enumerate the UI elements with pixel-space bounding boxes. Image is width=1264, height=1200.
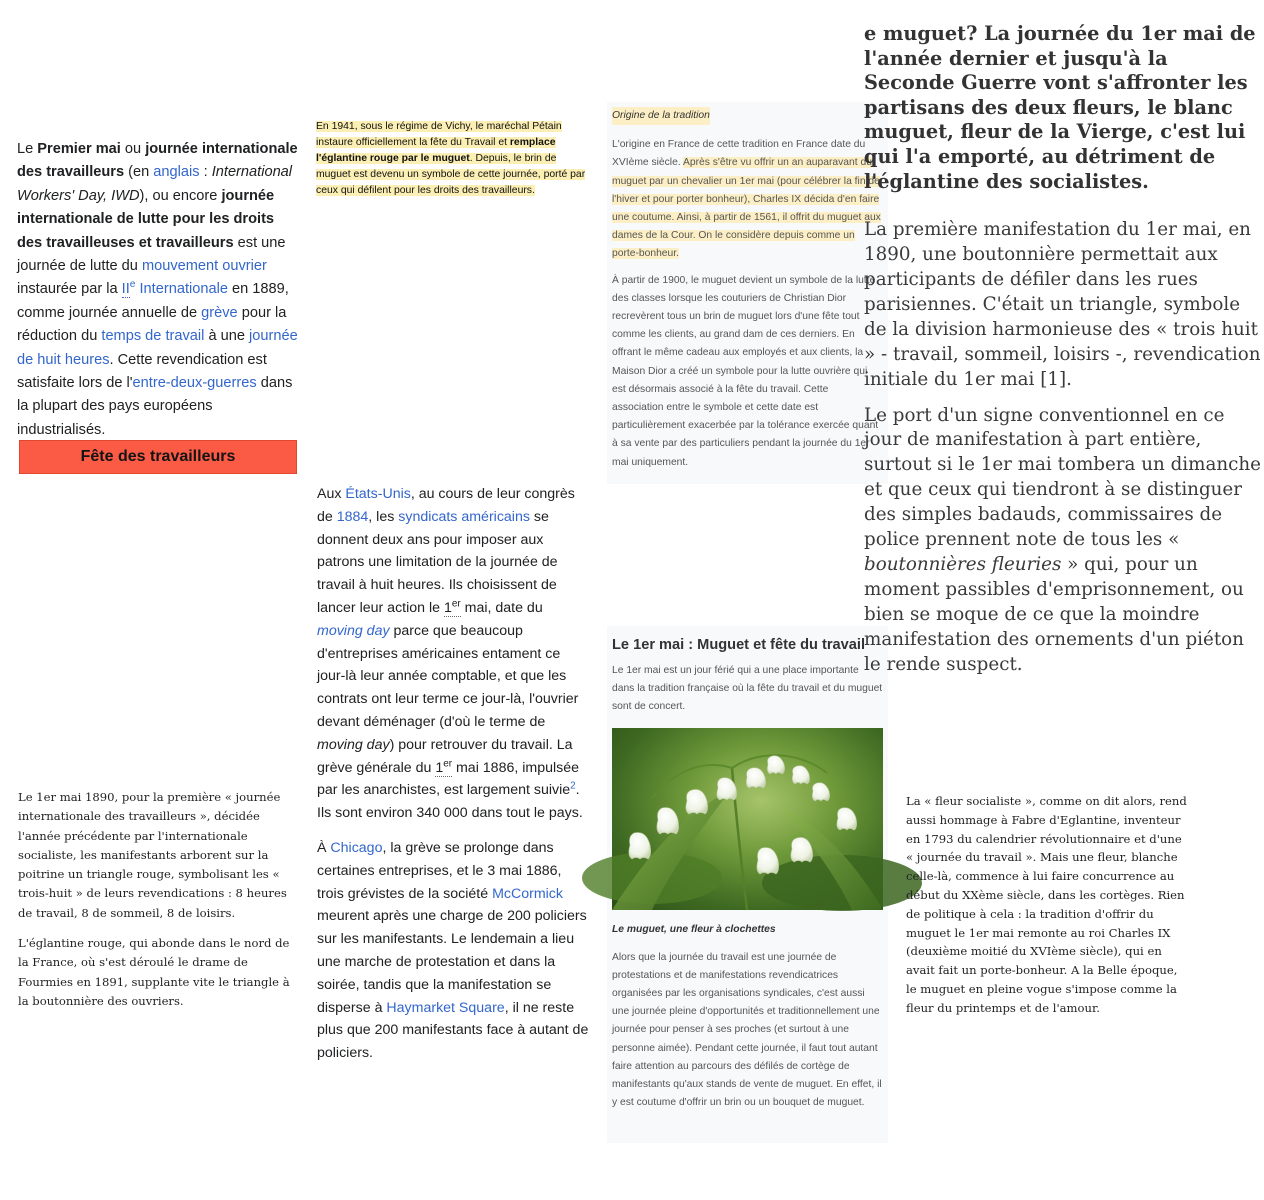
- link-entre-deux-guerres[interactable]: entre-deux-guerres: [132, 375, 257, 392]
- link-1884[interactable]: 1884: [336, 508, 369, 525]
- zoom-paragraph-1: La première manifestation du 1er mai, en 1890, une boutonnière permettait aux participants de défiler dans les rues parisiennes. C'était un triangle, symbole de la division harmonieuse des « trois huit » - travail, sommeil, loisirs -, revendication initiale du 1er mai [1].: [864, 219, 1261, 390]
- origine-paragraph-2: À partir de 1900, le muguet devient un symbole de la lutte des classes lorsque les couturiers de Christian Dior recrevèrent tous un brin de muguet lors d'une fête tout comme les clients, au grand dam de ces derniers. En offrant le même cadeau aux employés et aux clients, la Maison Dior a créé un symbole pour la lutte ouvrière qui est désormais associé à la fête du travail. Cette association entre le symbole et cette date est particulièrement exacerbée par la tolérance exercée quant à sa vente par des particuliers pendant la journée du 1er mai uniquement.: [612, 274, 879, 468]
- zoom-bold-intro: e muguet? La journée du 1er mai de l'année dernier et jusqu'à la Seconde Guerre vont s'affronter les partisans des deux fleurs, le blanc muguet, fleur de la Vierge, c'est lui qui l'a emporté, au détriment de l'églantine des socialistes.: [864, 22, 1256, 193]
- origine-tradition: [607, 102, 888, 484]
- reference-2[interactable]: 2: [570, 780, 576, 792]
- link-etats-unis[interactable]: États-Unis: [345, 486, 411, 502]
- usa-history: [317, 483, 592, 1065]
- vichy-paragraph: En 1941, sous le régime de Vichy, le maréchal Pétain instaure officiellement la fête du Travail et remplace l'églantine rouge par le muguet. Depuis, le brin de muguet est devenu un symbole de cette journée, porté par ceux qui défilent pour les droits des travailleurs.: [316, 121, 586, 197]
- term-journee-lutte: journée internationale de lutte pour les droits des travailleuses et travailleurs: [17, 187, 275, 251]
- link-haymarket-square[interactable]: Haymarket Square: [386, 999, 505, 1016]
- usa-paragraph-2: À Chicago, la grève se prolonge dans certaines entreprises, et le 3 mai 1886, trois grévistes de la société McCormick meurent après une charge de 200 policiers sur les manifestants. Le lendemain a lieu une marche de protestation et dans la soirée, tandis que la manifestation se disperse à Haymarket Square, il ne reste plus que 200 manifestants face à autant de policiers.: [317, 839, 589, 1062]
- muguet-illustration: [612, 728, 883, 910]
- link-mouvement-ouvrier[interactable]: mouvement ouvrier: [141, 258, 267, 275]
- muguet-article-title: Le 1er mai : Muguet et fête du travail: [612, 637, 866, 653]
- paragraph-1890: Le 1er mai 1890, pour la première « journée internationale des travailleurs », décidée l'année précédente par l'internationale socialiste, les manifestants arborent sur la poitrine un triangle rouge, symbolisant les « trois-huit » de leurs revendications : 8 heures de travail, 8 de sommeil, 8 de loisirs.: [18, 790, 287, 920]
- term-journee-internationale: journée internationale des travailleurs: [17, 141, 298, 181]
- link-mccormick[interactable]: McCormick: [492, 885, 563, 902]
- zoom-paragraph-2: Le port d'un signe conventionnel en ce jour de manifestation à part entière, surtout si le 1er mai tombera un dimanche et que ceux qui tiendront à se distinguer des simples badauds, commissaires de police prennent note de tous les « boutonnières fleuries » qui, pour un moment passibles d'emprisonnement, ou bien se moque de ce que la moindre manifestation des ornements d'un piéton le rende suspect.: [864, 404, 1261, 675]
- muguet-intro: Le 1er mai est un jour férié qui a une place importante dans la tradition française où la fête du travail et du muguet sont de concert.: [612, 665, 883, 713]
- fleur-socialiste: [906, 792, 1188, 1018]
- link-moving-day[interactable]: moving day: [317, 622, 390, 639]
- muguet-article: [607, 626, 888, 1143]
- link-anglais[interactable]: anglais: [153, 164, 200, 181]
- zoomed-article-excerpt: [864, 22, 1261, 675]
- fleur-socialiste-paragraph: La « fleur socialiste », comme on dit alors, rend aussi hommage à Fabre d'Eglantine, inventeur en 1793 du calendrier révolutionnaire et d'une « journée du travail ». Mais une fleur, blanche celle-là, commence à lui faire concurrence au début du XXème siècle, dans les cortèges. Rien de politique à cela : la tradition d'offrir du muguet le 1er mai remonte au roi Charles IX (deuxième moitié du XVIème siècle), qui en avait fait un porte-bonheur. A la Belle époque, le muguet en pleine vogue s'impose comme la fleur du printemps et de l'amour.: [906, 794, 1187, 1015]
- paragraph-eglantine: L'églantine rouge, qui abonde dans le nord de la France, où s'est déroulé le drame de Fourmies en 1891, supplante vite le triangle à la boutonnière des ouvriers.: [18, 936, 290, 1008]
- photo-caption: Le muguet, une fleur à clochettes: [612, 923, 776, 935]
- link-temps-de-travail[interactable]: temps de travail: [101, 328, 205, 345]
- intro-paragraph: Le Premier mai ou journée internationale des travailleurs (en anglais : International Workers' Day, IWD), ou encore journée internationale de lutte pour les droits des travailleuses et travailleurs est une journée de lutte du mouvement ouvrier instaurée par la IIe Internationale en 1889, comme journée annuelle de grève pour la réduction du temps de travail à une journée de huit heures. Cette revendication est satisfaite lors de l'entre-deux-guerres dans la plupart des pays européens industrialisés.: [17, 141, 298, 438]
- origine-paragraph-1: L'origine en France de cette tradition en France date du XVIème siècle. Après s'être vu offrir un an auparavant du muguet par un chevalier un 1er mai (pour célébrer la fin de l'hiver et pour porter bonheur), Charles IX décida d'en faire une coutume. Ainsi, à partir de 1561, il offrit du muguet aux dames de la Cour. On le considère depuis comme un porte-bonheur.: [612, 139, 881, 260]
- fete-des-travailleurs-button[interactable]: Fête des travailleurs: [19, 440, 297, 474]
- link-syndicats-americains[interactable]: syndicats américains: [398, 508, 530, 525]
- vichy-excerpt: [316, 119, 592, 199]
- muguet-body: Alors que la journée du travail est une journée de protestations et de manifestations revendicatrices organisées par les organisations syndicales, c'est aussi une journée pleine d'opportunités et traditionnellement une journée pour penser à ses proches (et surtout à une personne aimée). Pendant cette journée, il faut tout autant faire attention au parcours des défilés de cortège de manifestants qu'aux stands de vente de muguet. En effet, il y est coutume d'offrir un brin ou un bouquet de muguet.: [612, 951, 882, 1109]
- link-greve[interactable]: grève: [201, 304, 238, 321]
- vichy-bold: remplace l'églantine rouge par le muguet: [316, 137, 556, 165]
- english-name: International Workers' Day, IWD: [17, 164, 293, 204]
- link-chicago[interactable]: Chicago: [330, 839, 383, 856]
- link-journee-huit-heures[interactable]: journée de huit heures: [17, 328, 298, 368]
- usa-paragraph-1: Aux États-Unis, au cours de leur congrès de 1884, les syndicats américains se donnent deux ans pour imposer aux patrons une limitation de la journée de travail à huit heures. Ils choisissent de lancer leur action le 1er mai, date du moving day parce que beaucoup d'entreprises américaines entament ce jour-là leur année comptable, et que les contrats ont leur terme ce jour-là, l'ouvrier devant déménager (d'où le terme de moving day) pour retrouver du travail. La grève générale du 1er mai 1886, impulsée par les anarchistes, est largement suivie$^2$. Ils sont environ 340 000 dans tout le pays.: [317, 486, 583, 822]
- term-premier-mai: Premier mai: [37, 141, 121, 157]
- article-1890: [18, 788, 303, 1011]
- wikipedia-intro: [17, 138, 302, 442]
- link-ii-internationale[interactable]: IIe Internationale: [121, 279, 228, 298]
- origine-title: Origine de la tradition: [612, 107, 710, 125]
- lily-of-the-valley-photo: [612, 728, 883, 910]
